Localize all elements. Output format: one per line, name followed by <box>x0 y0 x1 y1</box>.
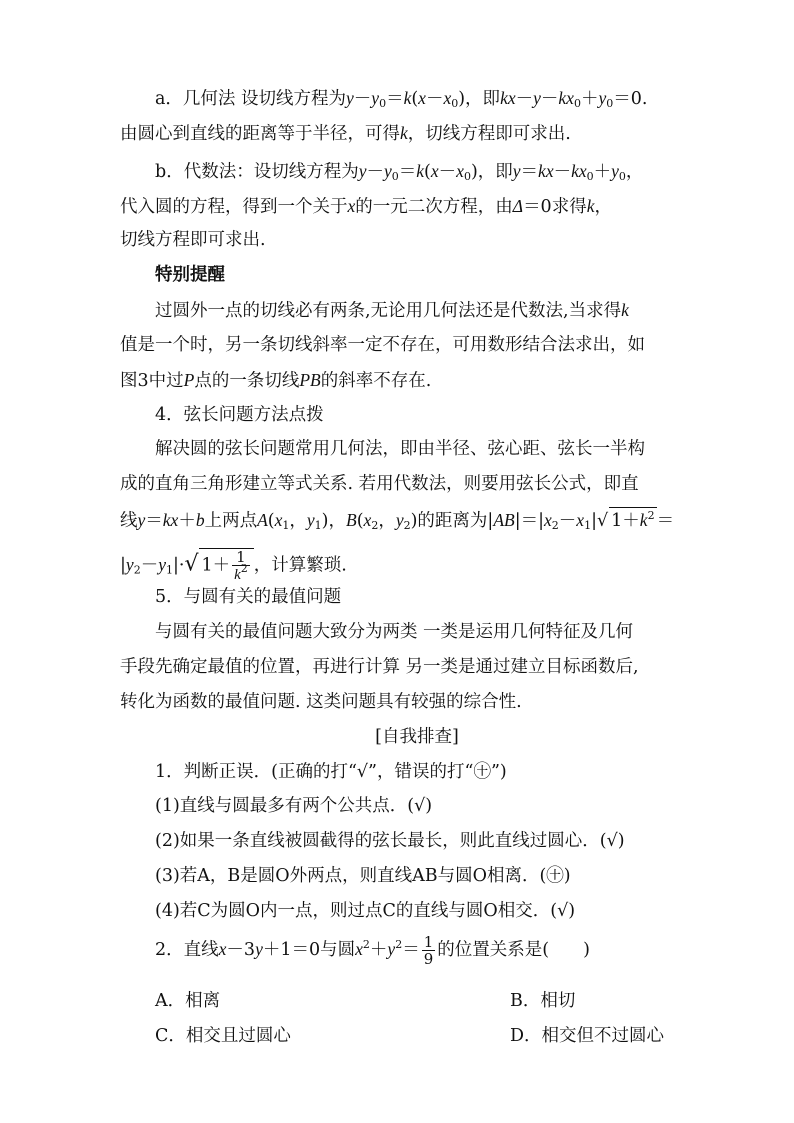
section5-heading: 5．与圆有关的最值问题 <box>155 587 342 607</box>
section4-line2: 成的直角三角形建立等式关系. 若用代数法，则要用弦长公式，即直 <box>120 474 639 494</box>
question-1-item-4: (4)若C为圆O内一点，则过点C的直线与圆O相交．(√) <box>155 901 576 921</box>
question-1-item-3: (3)若A，B是圆O外两点，则直线AB与圆O相离．(㊉) <box>155 866 571 886</box>
option-b: B．相切 <box>510 991 576 1011</box>
paragraph-b-line3: 切线方程即可求出. <box>120 230 266 250</box>
paragraph-b-equation: $y-y_0=k(x-x_0)$，即$y=kx-kx_0+y_0$， <box>358 161 644 183</box>
paragraph-a-label: a．几何法 设切线方程为 <box>155 89 346 109</box>
self-check-title: [自我排查] <box>375 727 459 747</box>
question-1-item-2: (2)如果一条直线被圆截得的弦长最长，则此直线过圆心．(√) <box>155 831 625 851</box>
paragraph-a-line2: 由圆心到直线的距离等于半径，可得k，切线方程即可求出. <box>120 123 571 144</box>
section4-heading: 4．弦长问题方法点拨 <box>155 405 324 425</box>
section5-line3: 转化为函数的最值问题. 这类问题具有较强的综合性. <box>120 692 522 712</box>
section5-line2: 手段先确定最值的位置，再进行计算 另一类是通过建立目标函数后, <box>120 657 639 677</box>
option-c: C．相交且过圆心 <box>155 1026 291 1046</box>
paragraph-b-line1 <box>155 159 715 184</box>
section5-line1: 与圆有关的最值问题大致分为两类 一类是运用几何特征及几何 <box>155 622 634 642</box>
special-line3: 图3中过P点的一条切线PB的斜率不存在. <box>120 370 432 391</box>
special-heading: 特别提醒 <box>155 265 225 285</box>
paragraph-b-line2: 代入圆的方程，得到一个关于x的一元二次方程，由Δ＝0求得k， <box>120 196 612 217</box>
option-d: D．相交但不过圆心 <box>510 1026 665 1046</box>
question-2: 2．直线x－3y＋1＝0与圆$x^2+y^2=$ $\frac{1}{9}$ 的位置关系是( ) <box>155 933 590 968</box>
paragraph-b-label: b．代数法：设切线方程为 <box>155 162 359 182</box>
section4-line1: 解决圆的弦长问题常用几何法，即由半径、弦心距、弦长一半构 <box>155 439 645 459</box>
special-line1: 过圆外一点的切线必有两条,无论用几何法还是代数法,当求得k <box>155 300 629 321</box>
paragraph-a-line1 <box>155 86 715 111</box>
question-1-item-1: (1)直线与圆最多有两个公共点．(√) <box>155 796 433 816</box>
option-a: A．相离 <box>155 991 221 1011</box>
special-line2: 值是一个时，另一条切线斜率一定不存在，可用数形结合法求出，如 <box>120 335 645 355</box>
section4-line3: 线y＝kx＋b上两点$A(x_1$，$y_1$)，$B(x_2$，$y_2$)的距离为$|AB|=|x_2-x_1|√$ $1+k^2$ ＝ <box>120 509 675 532</box>
question-1: 1．判断正误．(正确的打“√”，错误的打“㊉”) <box>155 762 507 782</box>
section4-line4: $|y_2-y_1|\cdot√$ 1＋ $\frac{1}{k^2}$ ，计算繁琐. <box>120 548 347 583</box>
paragraph-a-equation: $y-y_0=k(x-x_0)$，即$kx-y-kx_0+y_0=0$. <box>346 88 648 110</box>
